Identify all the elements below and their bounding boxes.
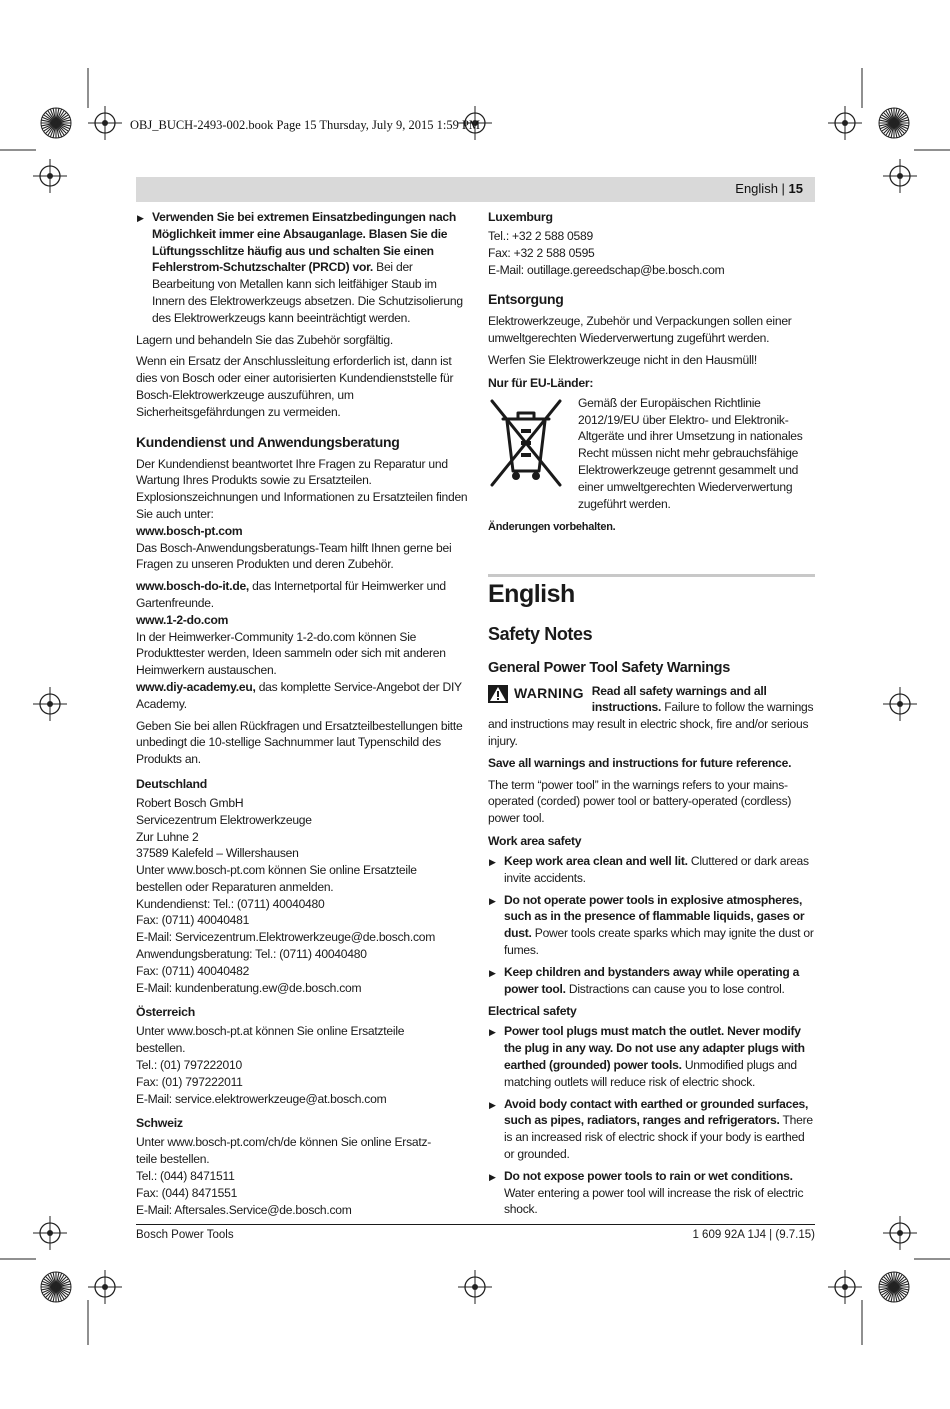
- item-text: Distractions can cause you to lose control.: [565, 981, 785, 996]
- item-bold: Keep children and bystanders away while operating a power tool.: [504, 964, 800, 996]
- address-line: Fax: (0711) 40040482: [136, 963, 250, 978]
- sachnummer-text: Geben Sie bei allen Rückfragen und Ersatzteilbestellungen bitte unbedingt die 10-stellige Sachnummer laut Typenschild des Produkts an.: [136, 718, 463, 767]
- work-area-item: [488, 892, 815, 959]
- bullet-bold: Verwenden Sie bei extremen Einsatzbedingungen nach Möglichkeit immer eine Absauganlage. Blasen Sie die Lüftungsschlitze häufig aus und schalten Sie einen Fehlerstrom-Schutzschalter (PRCD) vor.: [152, 210, 457, 275]
- electrical-item: [488, 1096, 815, 1163]
- luxembourg-heading: Luxemburg: [488, 210, 553, 224]
- address-line: Fax: (01) 797222011: [136, 1074, 243, 1089]
- electrical-item: [488, 1023, 815, 1090]
- url-bosch-pt[interactable]: www.bosch-pt.com: [136, 523, 243, 538]
- item-text: There is an increased risk of electric shock if your body is earthed or grounded.: [504, 1113, 813, 1161]
- address-line: Fax: (044) 8471551: [136, 1185, 238, 1200]
- household-waste-text: Werfen Sie Elektrowerkzeuge nicht in den Hausmüll!: [488, 352, 757, 367]
- item-bold: Avoid body contact with earthed or grounded surfaces, such as pipes, radiators, ranges and refrigerators.: [504, 1096, 809, 1128]
- item-text: Unmodified plugs and matching outlets will reduce risk of electric shock.: [504, 1057, 797, 1089]
- address-line: Fax: (0711) 40040481: [136, 913, 250, 928]
- item-bold: Keep work area clean and well lit.: [504, 853, 688, 868]
- address-line: E-Mail: service.elektrowerkzeuge@at.bosch.com: [136, 1091, 387, 1106]
- item-text: Power tools create sparks which may ignite the dust or fumes.: [504, 926, 814, 957]
- warning-badge: [488, 685, 584, 703]
- diy-paragraph: [136, 679, 468, 713]
- header-separator: |: [777, 181, 789, 196]
- item-text: Water entering a power tool will increase the risk of electric shock.: [504, 1185, 804, 1217]
- bullet-extreme-conditions: [136, 209, 468, 327]
- warning-bold: Read all safety warnings and all instructions.: [591, 683, 767, 715]
- address-line: Tel.: +32 2 588 0589: [488, 229, 593, 243]
- warning-paragraph: [488, 683, 815, 750]
- changes-reserved: Änderungen vorbehalten.: [488, 520, 616, 533]
- service-heading: Kundendienst und Anwendungsberatung: [136, 433, 400, 450]
- address-line: 37589 Kalefeld – Willershausen: [136, 846, 299, 861]
- right-column: [488, 209, 815, 1223]
- address-line: Zur Luhne 2: [136, 829, 199, 844]
- team-text: Das Bosch-Anwendungsberatungs-Team hilft Ihnen gerne bei Fragen zu unseren Produkten und deren Zubehör.: [136, 540, 452, 572]
- disposal-text: Elektrowerkzeuge, Zubehör und Verpackungen sollen einer umweltgerechten Wiederverwertung zugeführt werden.: [488, 314, 792, 346]
- power-tool-term-text: The term “power tool” in the warnings refers to your mains-operated (corded) power tool or battery-operated (cordless) power tool.: [488, 777, 792, 826]
- austria-address: [136, 1023, 468, 1107]
- service-text: Der Kundendienst beantwortet Ihre Fragen zu Reparatur und Wartung Ihres Produkts sowie zu Ersatzteilen. Explosionszeichnungen und Informationen zu Ersatzteilen finden Sie auch unter:: [136, 456, 468, 521]
- footer-doc-number: 1 609 92A 1J4 | (9.7.15): [692, 1229, 815, 1241]
- do-it-text: das Internetportal für Heimwerker und Gartenfreunde.: [136, 579, 446, 610]
- address-line: Servicezentrum Elektrowerkzeuge: [136, 812, 312, 827]
- luxembourg-address: [488, 228, 815, 278]
- item-bold: Do not expose power tools to rain or wet conditions.: [504, 1168, 793, 1183]
- safety-notes-title: Safety Notes: [488, 623, 593, 644]
- item-text: Cluttered or dark areas invite accidents.: [504, 853, 809, 885]
- general-warnings-title: General Power Tool Safety Warnings: [488, 659, 730, 676]
- address-line: Robert Bosch GmbH: [136, 795, 244, 810]
- header-section: English: [735, 181, 778, 196]
- warning-label: WARNING: [514, 685, 584, 702]
- address-line: bestellen.: [136, 1041, 186, 1056]
- work-area-heading: Work area safety: [488, 833, 582, 848]
- address-line: Tel.: (044) 8471511: [136, 1169, 235, 1184]
- address-line: Unter www.bosch-pt.at können Sie online Ersatzteile: [136, 1024, 405, 1039]
- item-bold: Power tool plugs must match the outlet. Never modify the plug in any way. Do not use any adapter plugs with earthed (grounded) power tools.: [504, 1024, 805, 1072]
- address-line: Fax: +32 2 588 0595: [488, 245, 595, 260]
- section-divider: [488, 574, 815, 577]
- address-line: E-Mail: kundenberatung.ew@de.bosch.com: [136, 980, 362, 995]
- switzerland-heading: Schweiz: [136, 1116, 183, 1131]
- english-section-title: English: [488, 579, 575, 608]
- diy-text: das komplette Service-Angebot der DIY Academy.: [136, 679, 462, 711]
- germany-address: [136, 795, 468, 997]
- page-header: [735, 181, 803, 196]
- community-text: In der Heimwerker-Community 1-2-do.com können Sie Produkttester werden, Ideen sammeln oder sich mit anderen Heimwerkern austauschen.: [136, 629, 446, 678]
- address-line: E-Mail: Servicezentrum.Elektrowerkzeuge@de.bosch.com: [136, 930, 436, 945]
- page-header-bar: [136, 177, 815, 202]
- austria-heading: Österreich: [136, 1005, 196, 1020]
- do-it-paragraph: [136, 578, 468, 612]
- print-info-line: OBJ_BUCH-2493-002.book Page 15 Thursday, July 9, 2015 1:59 PM: [130, 118, 481, 132]
- crossed-bin-icon: [488, 397, 564, 489]
- weee-notice: [488, 395, 815, 513]
- address-line: Anwendungsberatung: Tel.: (0711) 40040480: [136, 947, 367, 962]
- replacement-cord-text: Wenn ein Ersatz der Anschlussleitung erforderlich ist, dann ist dies von Bosch oder einer autorisierten Kundendienststelle für Bosch-Elektrowerkzeuge auszuführen, um Sicherheitsgefährdungen zu vermeiden.: [136, 354, 454, 419]
- bullet-text: Bei der Bearbeitung von Metallen kann sich leitfähiger Staub im Innern des Elektrowerkzeugs absetzen. Die Schutzisolierung des Elektrowerkzeugs kann beeinträchtigt werden.: [152, 260, 463, 325]
- left-column: [136, 209, 468, 1218]
- eu-only-heading: Nur für EU-Länder:: [488, 375, 594, 390]
- footer-brand: Bosch Power Tools: [136, 1229, 234, 1241]
- weee-text: Gemäß der Europäischen Richtlinie 2012/19/EU über Elektro- und Elektronik-Altgeräte und ihrer Umsetzung in nationales Recht müssen nicht mehr gebrauchsfähige Elektrowerkzeuge getrennt gesammelt und einer umweltgerechten Wiederverwertung zugeführt werden.: [578, 395, 803, 511]
- address-line: Unter www.bosch-pt.com/ch/de können Sie online Ersatz-: [136, 1135, 432, 1150]
- electrical-safety-heading: Electrical safety: [488, 1004, 577, 1019]
- warning-triangle-icon: [488, 685, 508, 703]
- item-bold: Do not operate power tools in explosive atmospheres, such as in the presence of flammable liquids, gases or dust.: [504, 892, 805, 941]
- address-line: E-Mail: Aftersales.Service@de.bosch.com: [136, 1202, 352, 1217]
- footer-rule: [136, 1224, 815, 1225]
- germany-heading: Deutschland: [136, 776, 208, 791]
- warning-text: Failure to follow the warnings and instructions may result in electric shock, fire and/or serious injury.: [488, 700, 814, 748]
- url-1-2-do[interactable]: www.1-2-do.com: [136, 612, 229, 627]
- save-warnings-text: Save all warnings and instructions for future reference.: [488, 755, 792, 770]
- page-number: 15: [788, 181, 803, 196]
- switzerland-address: [136, 1134, 468, 1218]
- address-line: Unter www.bosch-pt.com können Sie online Ersatzteile: [136, 863, 417, 878]
- electrical-item: [488, 1168, 815, 1218]
- address-line: E-Mail: outillage.gereedschap@be.bosch.com: [488, 262, 725, 277]
- address-line: bestellen oder Reparaturen anmelden.: [136, 879, 334, 894]
- store-accessories-text: Lagern und behandeln Sie das Zubehör sorgfältig.: [136, 332, 393, 347]
- url-bosch-do-it[interactable]: www.bosch-do-it.de,: [136, 579, 250, 594]
- work-area-item: [488, 964, 815, 998]
- address-line: Tel.: (01) 797222010: [136, 1058, 242, 1073]
- address-line: teile bestellen.: [136, 1152, 210, 1167]
- disposal-heading: Entsorgung: [488, 291, 564, 308]
- url-diy-academy[interactable]: www.diy-academy.eu,: [136, 679, 256, 694]
- address-line: Kundendienst: Tel.: (0711) 40040480: [136, 896, 325, 911]
- work-area-item: [488, 853, 815, 887]
